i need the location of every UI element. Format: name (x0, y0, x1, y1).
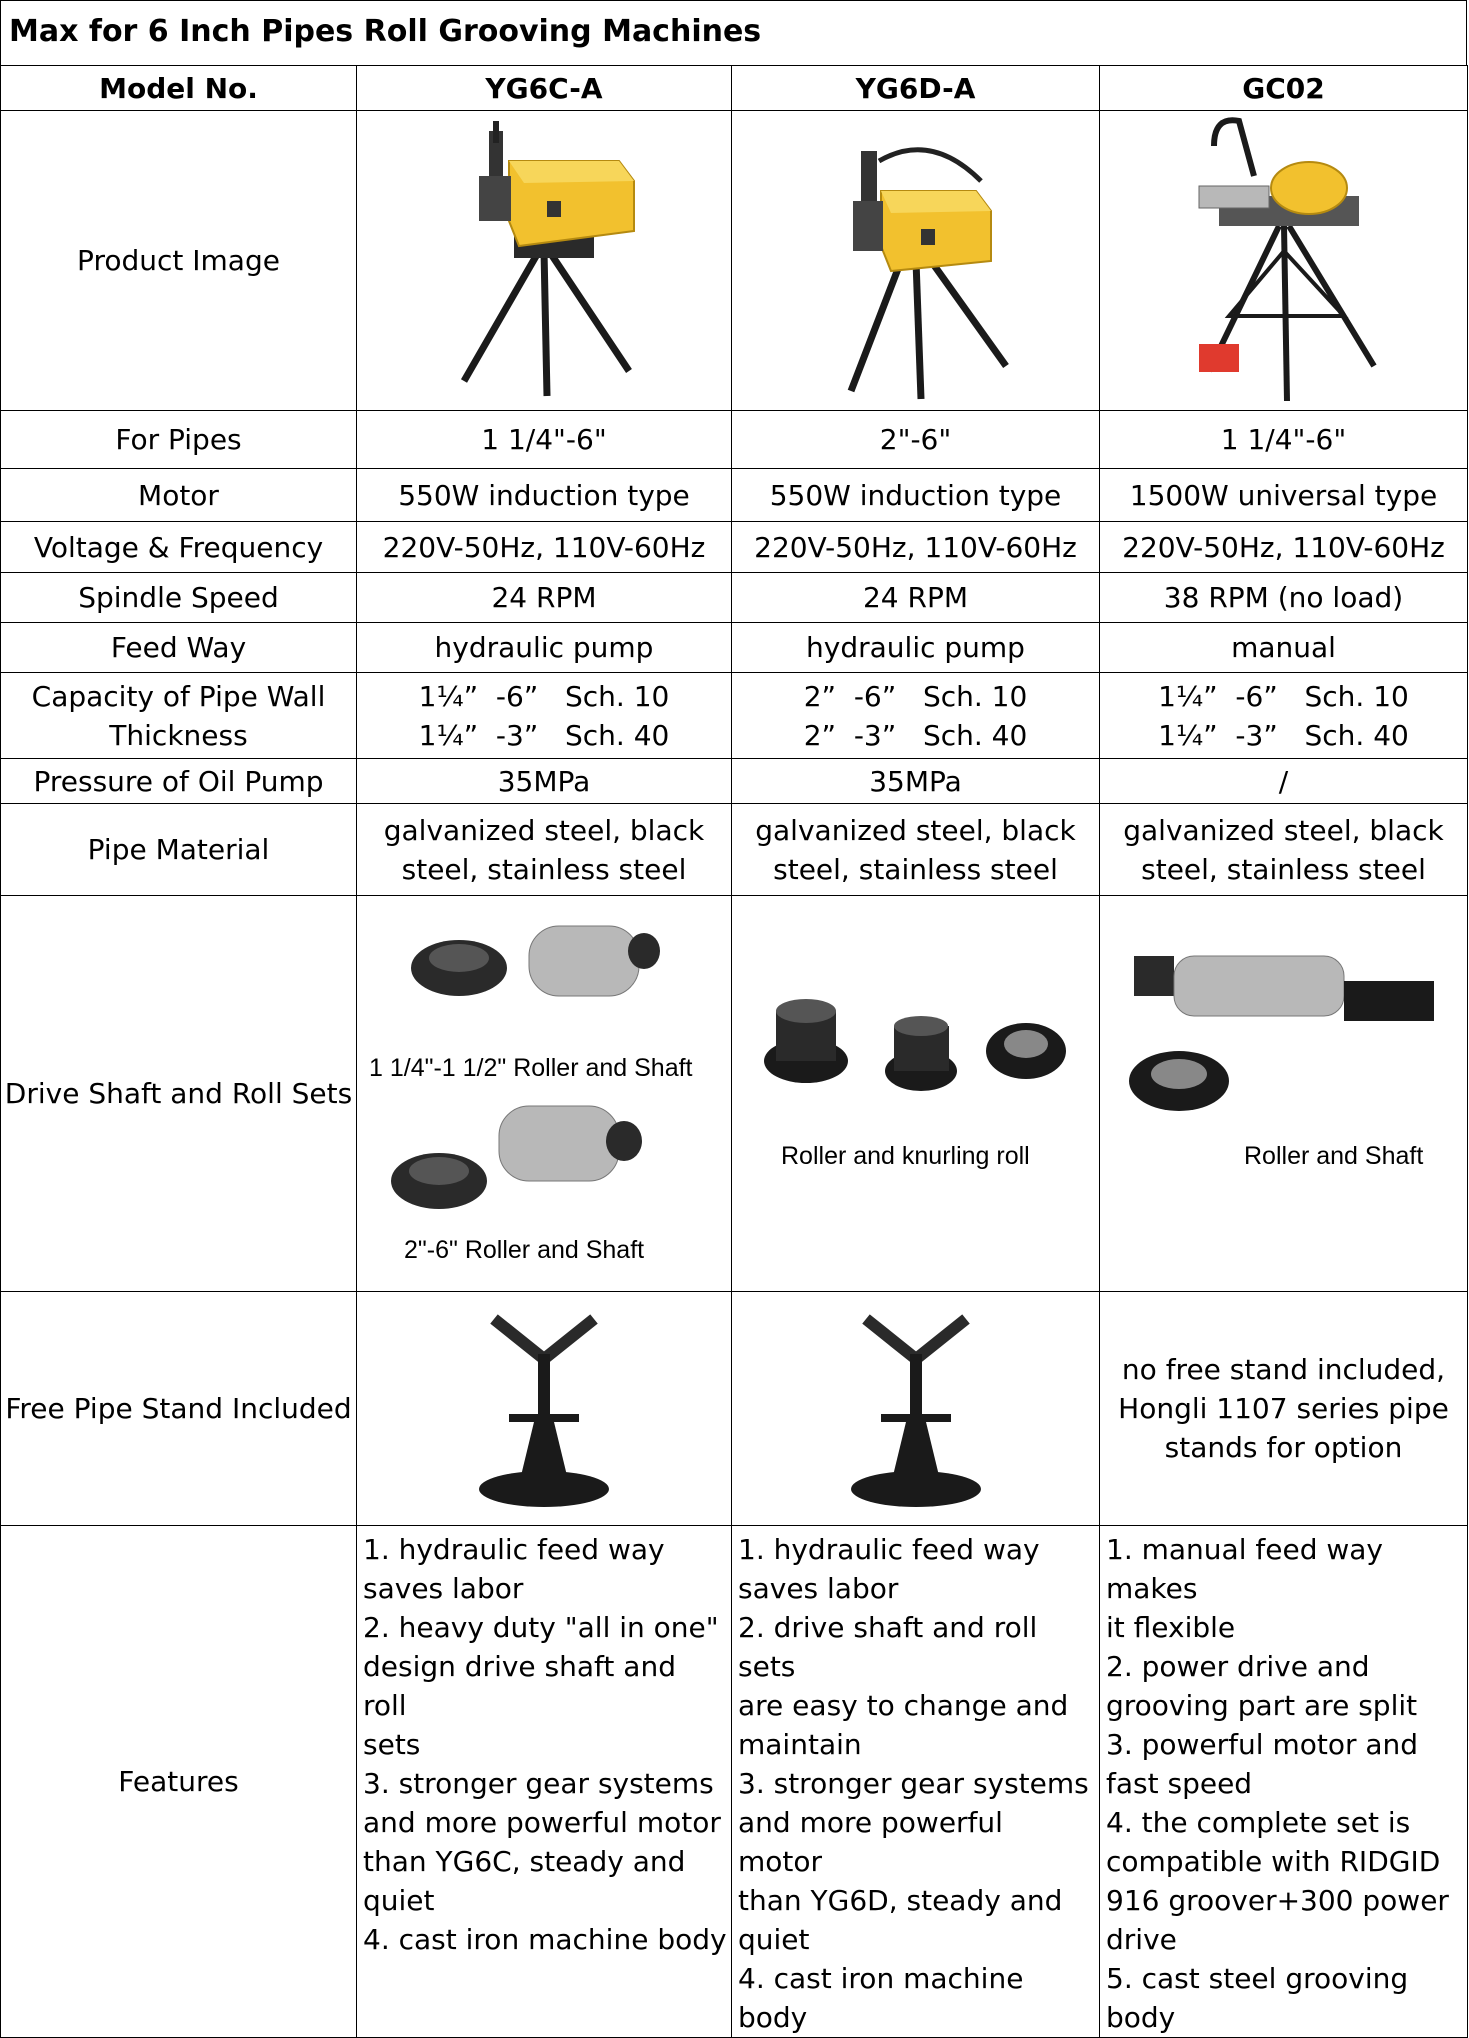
feature-line: grooving part are split (1106, 1689, 1418, 1722)
knurling-roll-icon (736, 896, 1096, 1281)
feature-line: are easy to change and (738, 1689, 1069, 1722)
header-label: Model No. (1, 66, 357, 111)
drive-shaft-yg6c-a (357, 896, 732, 1292)
cell-value: 1 1/4"-6" (1100, 411, 1468, 469)
cell-value: 1500W universal type (1100, 469, 1468, 522)
gc02-shaft-icon (1104, 896, 1464, 1281)
stand-note-line: Hongli 1107 series pipe (1118, 1392, 1449, 1425)
cell-value: 220V-50Hz, 110V-60Hz (1100, 522, 1468, 573)
cell-value (357, 804, 732, 896)
row-for-pipes (1, 411, 1468, 469)
feature-line: 4. the complete set is (1106, 1806, 1411, 1839)
feature-line: drive (1106, 1923, 1177, 1956)
row-label (1, 673, 357, 759)
feature-line: and more powerful motor (363, 1806, 721, 1839)
pipe-stand-gc02 (1100, 1292, 1468, 1526)
sheet-title: Max for 6 Inch Pipes Roll Grooving Machines (0, 0, 1467, 66)
feature-line: maintain (738, 1728, 862, 1761)
row-label: Pressure of Oil Pump (1, 759, 357, 804)
row-spindle-speed (1, 573, 1468, 623)
cell-value: / (1100, 759, 1468, 804)
feature-line: compatible with RIDGID (1106, 1845, 1441, 1878)
gc02-machine-icon (1159, 116, 1409, 406)
feature-line: 3. stronger gear systems (738, 1767, 1089, 1800)
cell-value (357, 673, 732, 759)
spec-table (0, 65, 1468, 2038)
model-yg6d-a: YG6D-A (732, 66, 1100, 111)
feature-line: 3. stronger gear systems (363, 1767, 714, 1800)
cell-value (732, 804, 1100, 896)
cell-value: 24 RPM (732, 573, 1100, 623)
row-pipe-material (1, 804, 1468, 896)
feature-line: 1. hydraulic feed way (363, 1533, 665, 1566)
pipe-stand-yg6d-a (732, 1292, 1100, 1526)
row-label: Spindle Speed (1, 573, 357, 623)
roll-caption: Roller and Shaft (1243, 1142, 1423, 1170)
capacity-line: 1¼” -3” Sch. 40 (418, 718, 670, 752)
feature-line: fast speed (1106, 1767, 1253, 1800)
roll-caption: 1 1/4"-1 1/2" Roller and Shaft (369, 1054, 693, 1082)
feature-line: 2. power drive and (1106, 1650, 1370, 1683)
cell-value: hydraulic pump (732, 623, 1100, 673)
row-label: Motor (1, 469, 357, 522)
feature-line: sets (363, 1728, 421, 1761)
feature-line: it flexible (1106, 1611, 1236, 1644)
row-pipe-stand (1, 1292, 1468, 1526)
feature-line: 2. heavy duty "all in one" (363, 1611, 719, 1644)
cell-value (732, 673, 1100, 759)
cell-value: 550W induction type (357, 469, 732, 522)
cell-value: 2"-6" (732, 411, 1100, 469)
cell-value (1100, 673, 1468, 759)
row-label: Feed Way (1, 623, 357, 673)
feature-line: than YG6D, steady and (738, 1884, 1063, 1917)
row-features (1, 1526, 1468, 2038)
drive-shaft-yg6d-a (732, 896, 1100, 1292)
feature-line: 1. manual feed way makes (1106, 1533, 1383, 1605)
product-image-gc02 (1100, 111, 1468, 411)
feature-line: design drive shaft and roll (363, 1650, 676, 1722)
feature-line: 916 groover+300 power (1106, 1884, 1449, 1917)
roller-shaft-icon (359, 896, 729, 1281)
feature-line: 3. powerful motor and (1106, 1728, 1419, 1761)
feature-line: quiet (738, 1923, 810, 1956)
cell-value: 220V-50Hz, 110V-60Hz (357, 522, 732, 573)
features-yg6c-a (357, 1526, 732, 2038)
feature-line: 2. drive shaft and roll sets (738, 1611, 1038, 1683)
model-gc02: GC02 (1100, 66, 1468, 111)
row-feed-way (1, 623, 1468, 673)
feature-line: saves labor (738, 1572, 899, 1605)
material-line: galvanized steel, black (383, 813, 705, 847)
features-yg6d-a (732, 1526, 1100, 2038)
material-line: galvanized steel, black (755, 813, 1076, 847)
pipe-stand-icon (454, 1299, 634, 1519)
cell-value: 24 RPM (357, 573, 732, 623)
feature-line: body (1106, 2001, 1176, 2034)
roll-caption: 2"-6" Roller and Shaft (404, 1236, 645, 1264)
feature-line: 5. cast steel grooving (1106, 1962, 1409, 1995)
cell-value: hydraulic pump (357, 623, 732, 673)
material-line: steel, stainless steel (401, 852, 687, 886)
row-label-line: Capacity of Pipe Wall (31, 679, 326, 713)
cell-value: 35MPa (357, 759, 732, 804)
feature-line: quiet (363, 1884, 435, 1917)
cell-value: 550W induction type (732, 469, 1100, 522)
capacity-line: 1¼” -6” Sch. 10 (418, 679, 670, 713)
product-image-yg6d-a (732, 111, 1100, 411)
model-yg6c-a: YG6C-A (357, 66, 732, 111)
cell-value: 35MPa (732, 759, 1100, 804)
row-label-line: Thickness (109, 718, 248, 752)
row-label: Product Image (1, 111, 357, 411)
feature-line: 1. hydraulic feed way (738, 1533, 1040, 1566)
drive-shaft-gc02 (1100, 896, 1468, 1292)
row-label: Voltage & Frequency (1, 522, 357, 573)
roll-caption: Roller and knurling roll (780, 1142, 1030, 1170)
capacity-line: 1¼” -3” Sch. 40 (1158, 718, 1409, 752)
row-voltage (1, 522, 1468, 573)
capacity-line: 2” -6” Sch. 10 (803, 679, 1028, 713)
header-row (1, 66, 1468, 111)
material-line: steel, stainless steel (1141, 852, 1426, 886)
row-drive-shaft (1, 896, 1468, 1292)
product-image-yg6c-a (357, 111, 732, 411)
material-line: steel, stainless steel (773, 852, 1058, 886)
row-label: Free Pipe Stand Included (1, 1292, 357, 1526)
material-line: galvanized steel, black (1123, 813, 1444, 847)
row-product-image (1, 111, 1468, 411)
feature-line: and more powerful motor (738, 1806, 1003, 1878)
stand-note-line: stands for option (1164, 1431, 1403, 1464)
feature-line: saves labor (363, 1572, 524, 1605)
feature-line: 4. cast iron machine body (738, 1962, 1024, 2034)
capacity-line: 2” -3” Sch. 40 (803, 718, 1028, 752)
stand-note-line: no free stand included, (1121, 1353, 1446, 1386)
cell-value: manual (1100, 623, 1468, 673)
row-capacity (1, 673, 1468, 759)
cell-value (1100, 804, 1468, 896)
pipe-stand-icon (826, 1299, 1006, 1519)
cell-value: 220V-50Hz, 110V-60Hz (732, 522, 1100, 573)
row-label: Features (1, 1526, 357, 2038)
cell-value: 1 1/4"-6" (357, 411, 732, 469)
capacity-line: 1¼” -6” Sch. 10 (1158, 679, 1409, 713)
features-gc02 (1100, 1526, 1468, 2038)
pipe-stand-yg6c-a (357, 1292, 732, 1526)
row-oil-pressure (1, 759, 1468, 804)
feature-line: than YG6C, steady and (363, 1845, 686, 1878)
yg6d-a-machine-icon (791, 121, 1041, 401)
feature-line: 4. cast iron machine body (363, 1923, 727, 1956)
row-motor (1, 469, 1468, 522)
cell-value: 38 RPM (no load) (1100, 573, 1468, 623)
yg6c-a-machine-icon (419, 121, 669, 401)
row-label: Drive Shaft and Roll Sets (1, 896, 357, 1292)
row-label: For Pipes (1, 411, 357, 469)
row-label: Pipe Material (1, 804, 357, 896)
